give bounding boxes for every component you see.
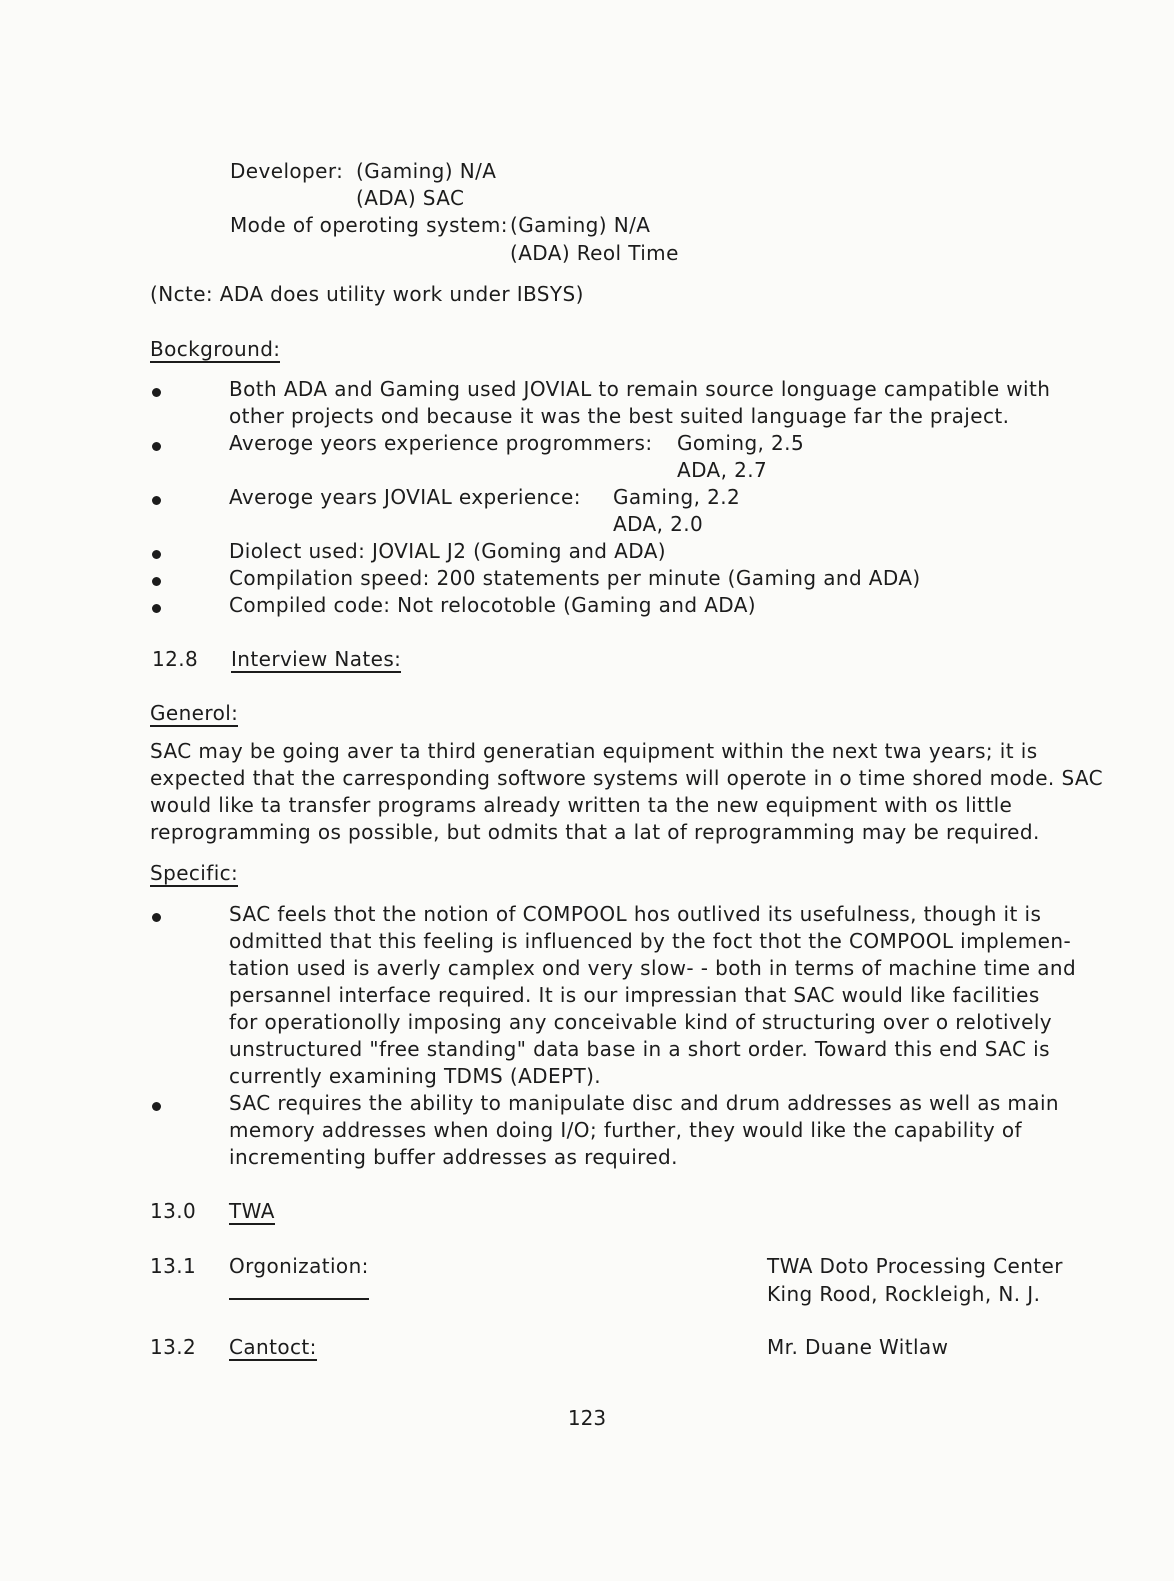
background-bullet-3-value-1: Gaming, 2.2	[613, 485, 741, 509]
section-number-13-2: 13.2	[150, 1335, 197, 1359]
specific-bullet-1-line-7: currently examining TDMS (ADEPT).	[229, 1064, 602, 1088]
developer-ada: (ADA) SAC	[356, 186, 465, 210]
interview-heading-text: Interview Nates:	[231, 647, 402, 671]
developer-label: Developer:	[230, 159, 344, 183]
interview-heading	[231, 646, 401, 673]
specific-bullet-1-line-4: persannel interface required. It is our impressian that SAC would like facilities	[229, 983, 1040, 1007]
note-text: (Ncte: ADA does utility work under IBSYS)	[150, 282, 584, 306]
mode-gaming: (Gaming) N/A	[510, 213, 651, 237]
specific-bullet-1-line-1: SAC feels thot the notion of COMPOOL hos outlived its usefulness, though it is	[229, 902, 1042, 926]
bullet-icon	[152, 913, 161, 922]
general-line-3: would like ta transfer programs already written ta the new equipment with os little	[150, 793, 1013, 817]
background-bullet-1-line-2: other projects ond because it was the best suited language far the praject.	[229, 404, 1010, 428]
organization-line-1: TWA Doto Processing Center	[767, 1254, 1063, 1278]
bullet-icon	[152, 442, 161, 451]
section-number-13-1: 13.1	[150, 1254, 197, 1278]
twa-heading-text: TWA	[229, 1199, 275, 1223]
specific-heading	[150, 860, 238, 887]
contact-heading	[229, 1334, 317, 1361]
general-line-4: reprogramming os possible, but odmits that a lat of reprogramming may be required.	[150, 820, 1040, 844]
specific-bullet-1-line-3: tation used is averly camplex ond very slow- - both in terms of machine time and	[229, 956, 1077, 980]
background-bullet-4: Diolect used: JOVIAL J2 (Goming and ADA)	[229, 539, 666, 563]
general-heading	[150, 700, 238, 727]
contact-value: Mr. Duane Witlaw	[767, 1335, 949, 1359]
background-bullet-3-value-2: ADA, 2.0	[613, 512, 704, 536]
developer-gaming: (Gaming) N/A	[356, 159, 497, 183]
bullet-icon	[152, 496, 161, 505]
background-bullet-2-label: Averoge yeors experience progrommers:	[229, 431, 653, 455]
background-bullet-1-line-1: Both ADA and Gaming used JOVIAL to remain source longuage campatible with	[229, 377, 1051, 401]
organization-line-2: King Rood, Rockleigh, N. J.	[767, 1282, 1041, 1306]
page-number: 123	[567, 1406, 607, 1430]
section-number-13-0: 13.0	[150, 1199, 197, 1223]
section-number-12-8: 12.8	[152, 647, 199, 671]
organization-heading-text: Orgonization:	[229, 1254, 369, 1300]
background-bullet-2-value-2: ADA, 2.7	[677, 458, 768, 482]
general-line-1: SAC may be going aver ta third generatian equipment within the next twa years; it is	[150, 739, 1038, 763]
bullet-icon	[152, 604, 161, 613]
specific-bullet-2-line-3: incrementing buffer addresses as required.	[229, 1145, 678, 1169]
specific-bullet-1-line-6: unstructured "free standing" data base in a short order. Toward this end SAC is	[229, 1037, 1050, 1061]
mode-ada: (ADA) Reol Time	[510, 241, 679, 265]
bullet-icon	[152, 550, 161, 559]
twa-heading	[229, 1198, 275, 1225]
contact-heading-text: Cantoct:	[229, 1335, 317, 1359]
background-bullet-3-label: Averoge years JOVIAL experience:	[229, 485, 581, 509]
specific-bullet-1-line-5: for operationolly imposing any conceivable kind of structuring over o relotively	[229, 1010, 1053, 1034]
general-heading-text: Generol:	[150, 701, 239, 725]
specific-heading-text: Specific:	[150, 861, 239, 885]
mode-label: Mode of operoting system:	[230, 213, 508, 237]
organization-heading	[229, 1253, 369, 1300]
general-line-2: expected that the carresponding softwore systems will operote in o time shored mode. SAC	[150, 766, 1104, 790]
background-bullet-2-value-1: Goming, 2.5	[677, 431, 805, 455]
background-heading-text: Bockground:	[150, 337, 281, 361]
bullet-icon	[152, 577, 161, 586]
bullet-icon	[152, 1102, 161, 1111]
background-heading	[150, 336, 280, 363]
specific-bullet-2-line-1: SAC requires the ability to manipulate disc and drum addresses as well as main	[229, 1091, 1059, 1115]
bullet-icon	[152, 388, 161, 397]
specific-bullet-2-line-2: memory addresses when doing I/O; further, they would like the capability of	[229, 1118, 1022, 1142]
background-bullet-6: Compiled code: Not relocotoble (Gaming and ADA)	[229, 593, 757, 617]
background-bullet-5: Compilation speed: 200 statements per minute (Gaming and ADA)	[229, 566, 921, 590]
specific-bullet-1-line-2: odmitted that this feeling is influenced by the foct thot the COMPOOL implemen-	[229, 929, 1072, 953]
